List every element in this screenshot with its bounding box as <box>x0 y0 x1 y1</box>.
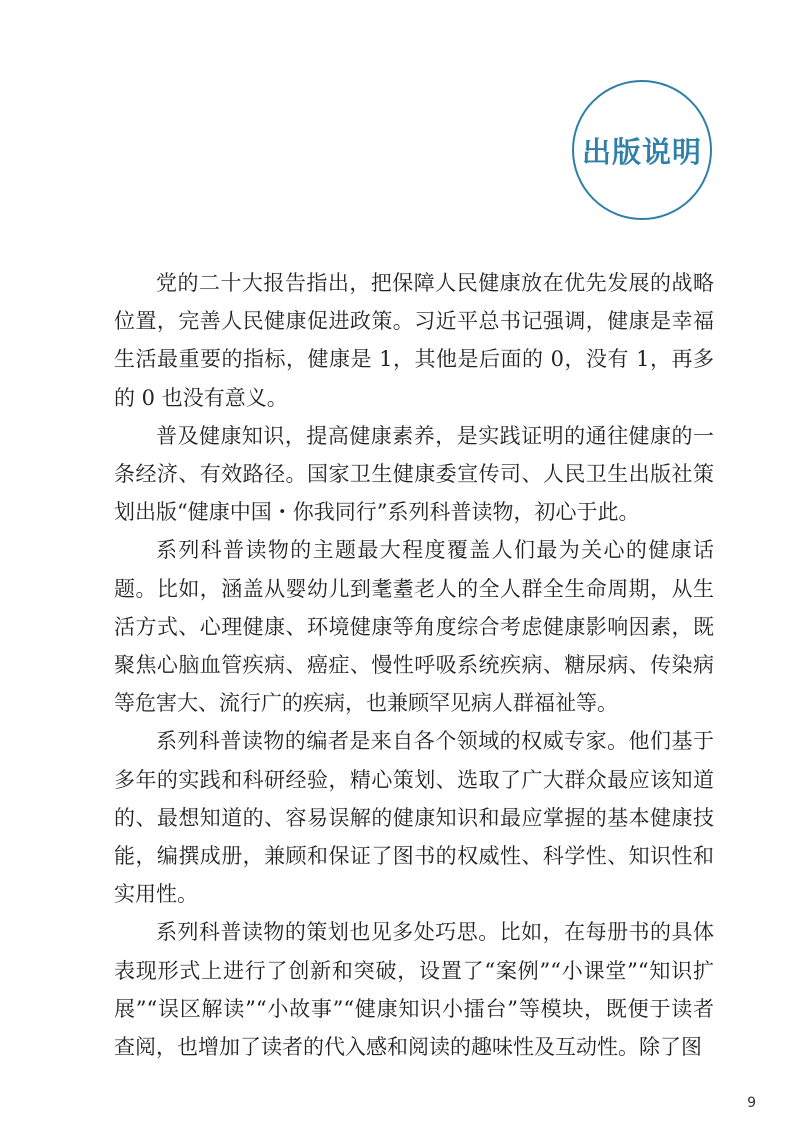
paragraph: 系列科普读物的策划也见多处巧思。比如，在每册书的具体表现形式上进行了创新和突破，设置了“案例”“小课堂”“知识扩展”“误区解读”“小故事”“健康知识小擂台”等模块，既便于读者查阅，也增加了读者的代入感和阅读的趣味性及互动性。除了图 <box>114 920 714 1060</box>
paragraph: 系列科普读物的编者是来自各个领域的权威专家。他们基于多年的实践和科研经验，精心策划、选取了广大群众最应该知道的、最想知道的、容易误解的健康知识和最应掌握的基本健康技能，编撰成册，兼顾和保证了图书的权威性、科学性、知识性和实用性。 <box>114 729 714 907</box>
paragraph: 党的二十大报告指出，把保障人民健康放在优先发展的战略位置，完善人民健康促进政策。习近平总书记强调，健康是幸福生活最重要的指标，健康是 1，其他是后面的 0，没有 1，再多的 0 也没有意义。 <box>114 271 714 410</box>
paragraph: 系列科普读物的主题最大程度覆盖人们最为关心的健康话题。比如，涵盖从婴幼儿到耄耋老人的全人群全生命周期，从生活方式、心理健康、环境健康等角度综合考虑健康影响因素，既聚焦心脑血管疾病、癌症、慢性呼吸系统疾病、糖尿病、传染病等危害大、流行广的疾病，也兼顾罕见病人群福祉等。 <box>114 538 714 716</box>
title-badge <box>572 80 712 220</box>
paragraph: 普及健康知识，提高健康素养，是实践证明的通往健康的一条经济、有效路径。国家卫生健康委宣传司、人民卫生出版社策划出版“健康中国・你我同行”系列科普读物，初心于此。 <box>114 423 714 525</box>
body-text <box>114 264 714 1066</box>
page-number: 9 <box>747 1095 756 1111</box>
page-title: 出版说明 <box>581 134 702 169</box>
